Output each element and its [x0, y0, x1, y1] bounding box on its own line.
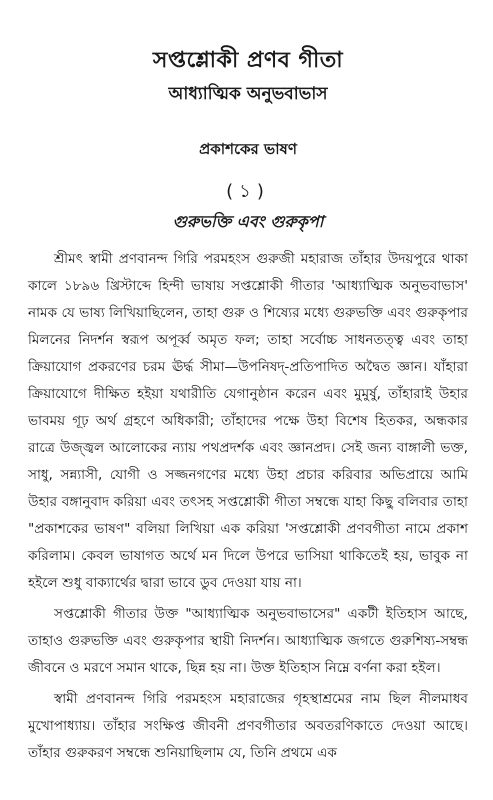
paragraph-2: সপ্তশ্লোকী গীতার উক্ত "আধ্যাত্মিক অনুভবাভাসের" একটী ইতিহাস আছে, তাহাও গুরুভক্তি এবং গুরুকৃপার স্থায়ী নিদর্শন। আধ্যাত্মিক জগতে গুরুশিষ্য-সম্বন্ধ জীবনে ও মরণে সমান থাকে, ছিন্ন হয় না। উক্ত ইতিহাস নিম্নে বর্ণনা করা হইল।	[28, 606, 468, 676]
paragraph-3: স্বামী প্রণবানন্দ গিরি পরমহংস মহারাজের গৃহস্থাশ্রমের নাম ছিল নীলমাধব মুখোপাধ্যায়। তাঁহার সংক্ষিপ্ত জীবনী প্রণবগীতার অবতরণিকাতে দেওয়া আছে। তাঁহার গুরুকরণ সম্বন্ধে শুনিয়াছিলাম যে, তিনি প্রথমে এক	[28, 691, 468, 761]
section-heading: প্রকাশকের ভাষণ	[199, 140, 297, 158]
chapter-title: গুরুভক্তি এবং গুরুকৃপা	[172, 212, 324, 231]
paragraph-1: শ্রীমৎ স্বামী প্রণবানন্দ গিরি পরমহংস গুরুজী মহারাজ তাঁহার উদয়পুরে থাকা কালে ১৮৯৬ খ্রিস্টাব্দে হিন্দী ভাষায় সপ্তশ্লোকী গীতার 'আধ্যাত্মিক অনুভবাভাস' নামক যে ভাষ্য লিখিয়াছিলেন, তাহা গুরু ও শিষ্যের মধ্যে গুরুভক্তি এবং গুরুকৃপার মিলনের নিদর্শন স্বরূপ অপূর্ব্ব অমৃত ফল; তাহা সর্বোচ্চ সাধনতত্ত্ব এবং তাহা ক্রিয়াযোগ প্রকরণের চরম ঊর্দ্ধ সীমা—উপনিষদ্-প্রতিপাদিত অদ্বৈত জ্ঞান। যাঁহারা ক্রিয়াযোগে দীক্ষিত হইয়া যথারীতি যেগানুষ্ঠান করেন এবং মুমুর্ষু, তাঁহারাই উহার ভাবময় গূঢ় অর্থ গ্রহণে অধিকারী; তাঁহাদের পক্ষে উহা বিশেষ হিতকর, অন্ধকার রাত্রে উজ্জ্বল আলোকের ন্যায় পথপ্রদর্শক এবং জ্ঞানপ্রদ। সেই জন্য বাঙ্গালী ভক্ত, সাধু, সন্ন্যাসী, যোগী ও সজ্জনগণের মধ্যে উহা প্রচার করিবার অভিপ্রায়ে আমি উহার বঙ্গানুবাদ করিয়া এবং তৎসহ সপ্তশ্লোকী গীতা সম্বন্ধে যাহা কিছু বলিবার তাহা "প্রকাশকের ভাষণ" বলিয়া লিখিয়া এক করিয়া 'সপ্তশ্লোকী প্রণবগীতা নামে প্রকাশ করিলাম। কেবল ভাষাগত অর্থে মন দিলে উপরে ভাসিয়া থাকিতেই হয়, ভাবুক না হইলে শুধু বাক্যার্থের দ্বারা ভাবে ডুব দেওয়া যায় না।	[28, 251, 468, 591]
document-title: সপ্তশ্লোকী প্রণব গীতা	[152, 48, 344, 73]
chapter-number: (১)	[226, 181, 270, 202]
document-subtitle: আধ্যাত্মিক অনুভবাভাস	[168, 84, 328, 104]
